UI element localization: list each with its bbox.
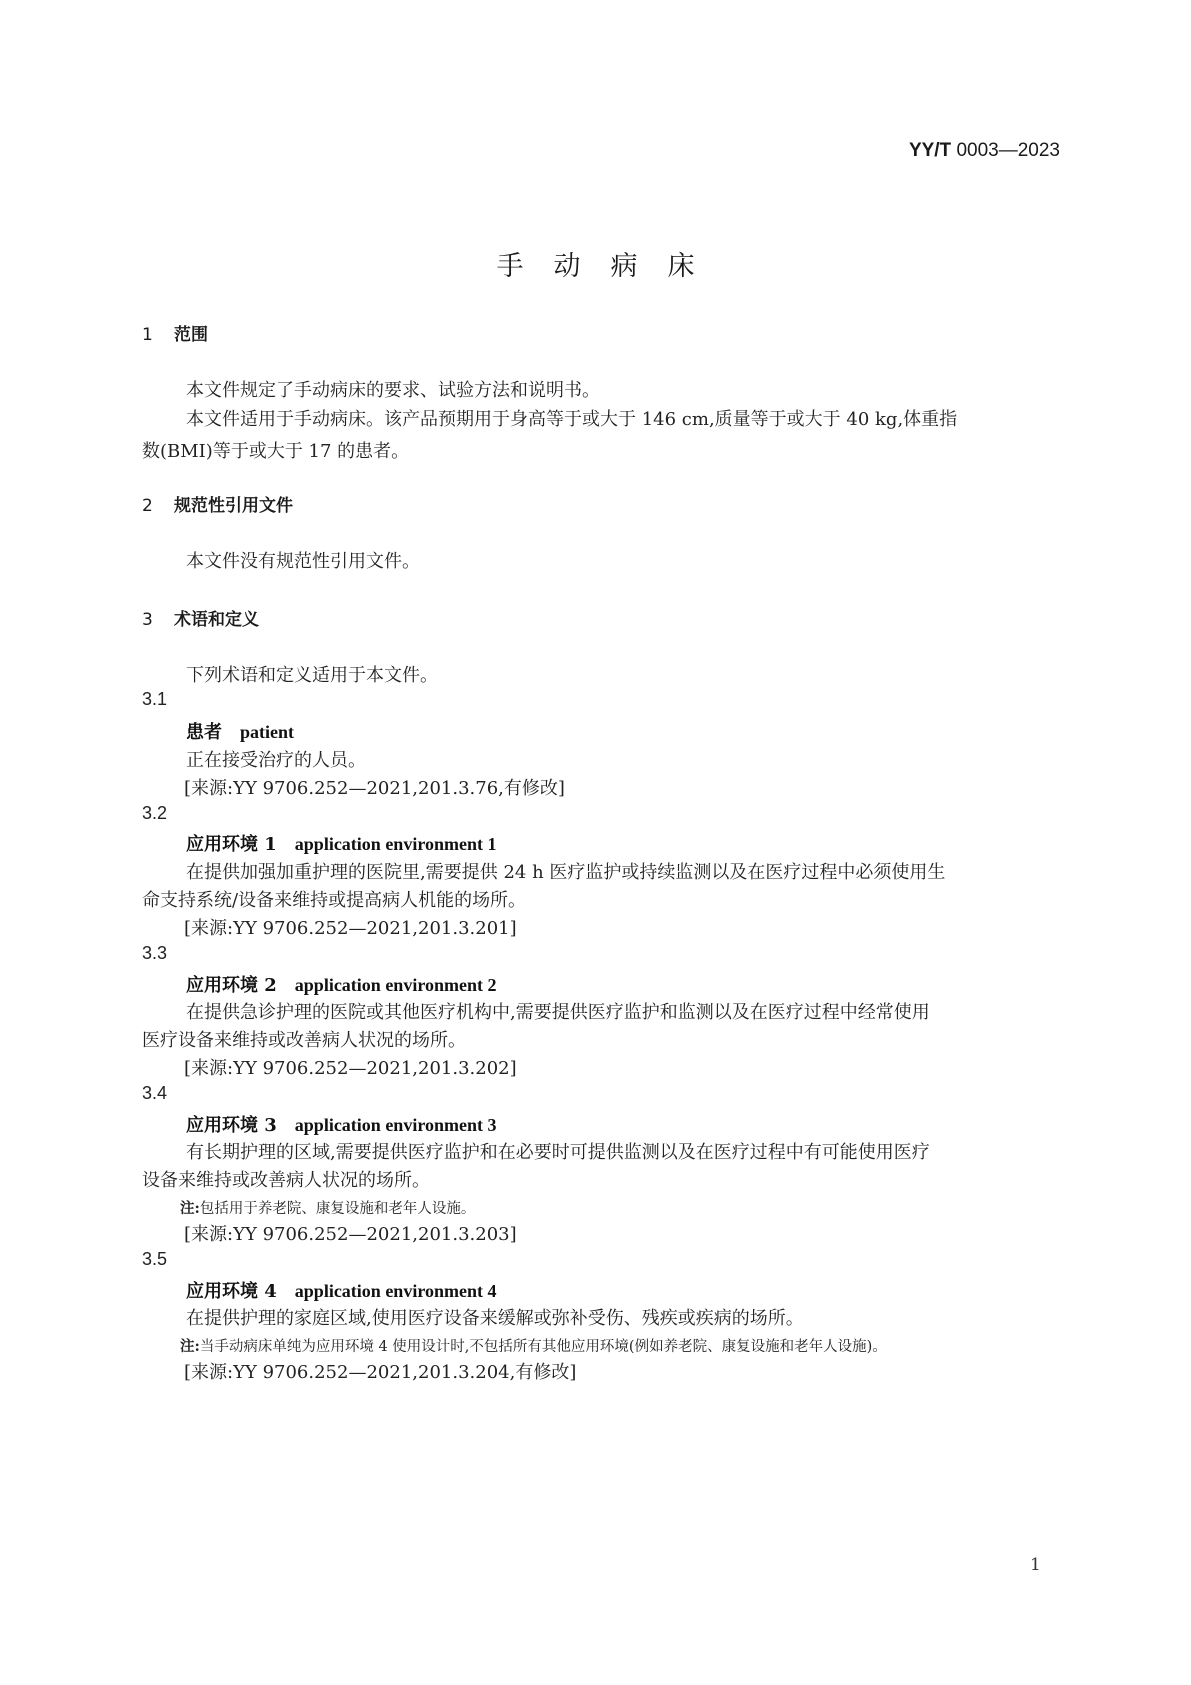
term-zh: 应用环境 4 — [186, 1281, 277, 1302]
term-definition-line-2: 命支持系统/设备来维持或提高病人机能的场所。 — [142, 890, 527, 911]
section-number: 2 — [142, 496, 153, 516]
term-number: 3.3 — [142, 943, 168, 963]
term-heading — [186, 1111, 496, 1137]
note-text: 包括用于养老院、康复设施和老年人设施。 — [199, 1201, 476, 1217]
note-text: 当手动病床单纯为应用环境 4 使用设计时,不包括所有其他应用环境(例如养老院、康复设施和老年人设施)。 — [199, 1339, 887, 1355]
section-1-paragraph-2-line-1: 本文件适用于手动病床。该产品预期用于身高等于或大于 146 cm,质量等于或大于 40 kg,体重指 — [186, 409, 958, 430]
term-definition: 在提供护理的家庭区域,使用医疗设备来缓解或弥补受伤、残疾或疾病的场所。 — [186, 1308, 804, 1329]
section-number: 3 — [142, 610, 153, 630]
term-definition: 正在接受治疗的人员。 — [186, 750, 366, 771]
term-note — [180, 1197, 475, 1218]
term-heading — [186, 1277, 496, 1303]
term-heading — [186, 830, 496, 856]
term-en: application environment 1 — [294, 834, 497, 854]
term-heading — [186, 718, 294, 744]
term-zh: 患者 — [186, 722, 222, 743]
term-definition-line-1: 在提供加强加重护理的医院里,需要提供 24 h 医疗监护或持续监测以及在医疗过程中必须使用生 — [186, 862, 946, 883]
term-number: 3.2 — [142, 803, 168, 823]
term-zh: 应用环境 1 — [186, 834, 277, 855]
section-3-heading — [142, 605, 259, 630]
note-label: 注: — [180, 1338, 200, 1355]
standard-prefix: YY/T — [908, 140, 952, 161]
term-note — [180, 1335, 887, 1356]
section-number: 1 — [142, 325, 153, 345]
term-definition-line-2: 设备来维持或改善病人状况的场所。 — [142, 1170, 430, 1191]
document-number — [700, 140, 1060, 162]
section-title: 范围 — [174, 325, 208, 345]
term-source: [来源:YY 9706.252—2021,201.3.201] — [184, 918, 517, 939]
section-1-paragraph-2-line-2: 数(BMI)等于或大于 17 的患者。 — [142, 441, 410, 462]
term-source: [来源:YY 9706.252—2021,201.3.204,有修改] — [184, 1362, 577, 1383]
section-3-intro: 下列术语和定义适用于本文件。 — [186, 665, 438, 686]
term-en: application environment 3 — [294, 1115, 497, 1135]
term-zh: 应用环境 3 — [186, 1115, 277, 1136]
term-source: [来源:YY 9706.252—2021,201.3.76,有修改] — [184, 778, 565, 799]
section-1-paragraph-1: 本文件规定了手动病床的要求、试验方法和说明书。 — [186, 380, 600, 401]
section-title: 规范性引用文件 — [174, 496, 293, 516]
standard-number: 0003—2023 — [951, 140, 1060, 161]
term-definition-line-1: 在提供急诊护理的医院或其他医疗机构中,需要提供医疗监护和监测以及在医疗过程中经常使用 — [186, 1002, 930, 1023]
term-zh: 应用环境 2 — [186, 975, 277, 996]
term-heading — [186, 971, 496, 997]
term-number: 3.5 — [142, 1249, 168, 1269]
term-en: application environment 2 — [294, 975, 497, 995]
term-definition-line-1: 有长期护理的区域,需要提供医疗监护和在必要时可提供监测以及在医疗过程中有可能使用医疗 — [186, 1142, 930, 1163]
term-number: 3.1 — [142, 689, 168, 709]
note-label: 注: — [180, 1200, 200, 1217]
section-2-paragraph: 本文件没有规范性引用文件。 — [186, 551, 420, 572]
term-number: 3.4 — [142, 1083, 168, 1103]
term-definition-line-2: 医疗设备来维持或改善病人状况的场所。 — [142, 1030, 466, 1051]
section-2-heading — [142, 491, 293, 516]
term-source: [来源:YY 9706.252—2021,201.3.202] — [184, 1058, 517, 1079]
section-1-heading — [142, 320, 208, 345]
term-source: [来源:YY 9706.252—2021,201.3.203] — [184, 1224, 517, 1245]
section-title: 术语和定义 — [174, 610, 259, 630]
page-number: 1 — [1030, 1555, 1041, 1575]
term-en: patient — [240, 722, 294, 742]
page-title: 手动病床 — [496, 251, 725, 282]
term-en: application environment 4 — [294, 1281, 497, 1301]
